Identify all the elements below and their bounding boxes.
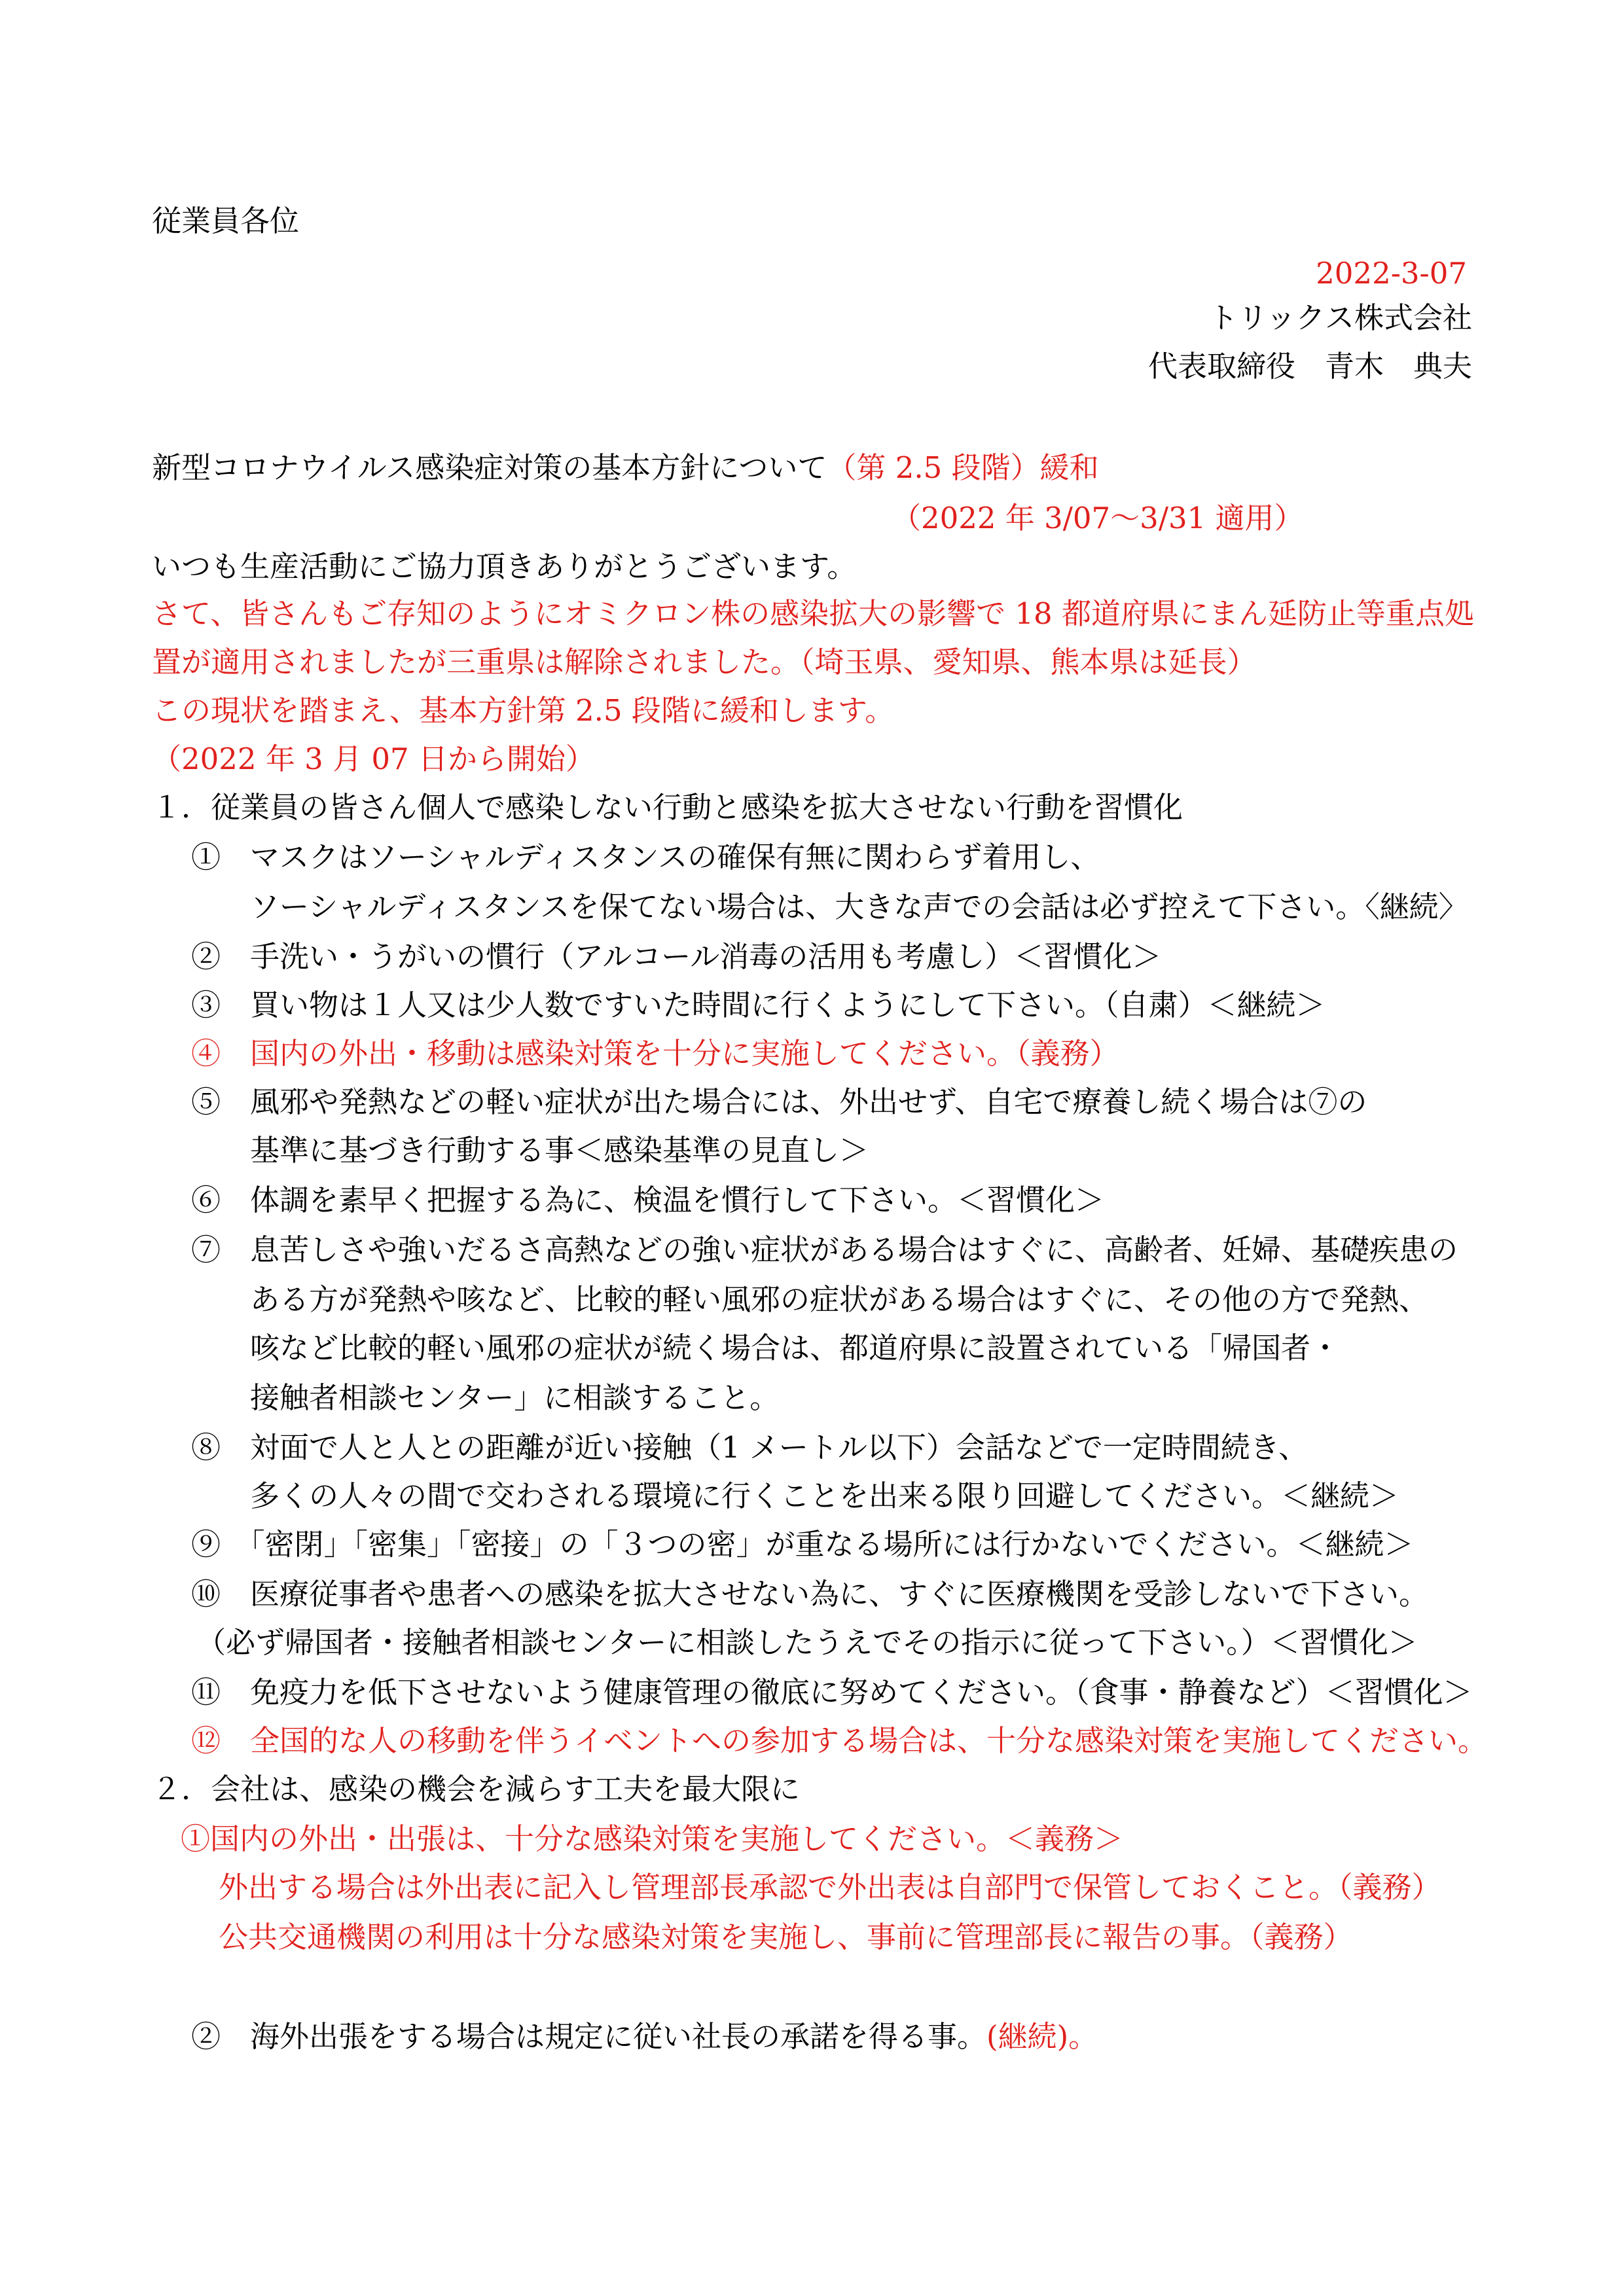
notice-line-1: さて、皆さんもご存知のようにオミクロン株の感染拡大の影響で 18 都道府県にまん延防止等重点処 xyxy=(152,596,1474,631)
section2-item2-main: ② 海外出張をする場合は規定に従い社長の承諾を得る事。 xyxy=(191,2019,987,2054)
section2-item1-line3: 公共交通機関の利用は十分な感染対策を実施し、事前に管理部長に報告の事。（義務） xyxy=(219,1920,1353,1954)
section1-item5-line2: 基準に基づき行動する事＜感染基準の見直し＞ xyxy=(250,1133,869,1168)
section1-item2: ② 手洗い・うがいの慣行（アルコール消毒の活用も考慮し）＜習慣化＞ xyxy=(191,939,1162,974)
greeting: いつも生産活動にご協力頂きありがとうございます。 xyxy=(152,549,857,584)
section1-item7-line2: ある方が発熱や咳など、比較的軽い風邪の症状がある場合はすぐに、その他の方で発熱、 xyxy=(250,1282,1429,1317)
section1-item12: ⑫ 全国的な人の移動を伴うイベントへの参加する場合は、十分な感染対策を実施してください。 xyxy=(191,1723,1488,1758)
policy-statement: この現状を踏まえ、基本方針第 2.5 段階に緩和します。 xyxy=(152,693,895,728)
title-main: 新型コロナウイルス感染症対策の基本方針について xyxy=(152,450,827,485)
section1-item10-line2: （必ず帰国者・接触者相談センターに相談したうえでその指示に従って下さい。）＜習慣化＞ xyxy=(196,1625,1418,1660)
addressee: 従業員各位 xyxy=(152,204,300,238)
notice-line-2: 置が適用されましたが三重県は解除されました。（埼玉県、愛知県、熊本県は延長） xyxy=(152,645,1257,679)
section1-item8-line2: 多くの人々の間で交わされる環境に行くことを出来る限り回避してください。＜継続＞ xyxy=(250,1479,1399,1513)
section1-item7-line4: 接触者相談センター」に相談すること。 xyxy=(250,1380,780,1415)
section2-item1-line1: ①国内の外出・出張は、十分な感染対策を実施してください。＜義務＞ xyxy=(181,1821,1124,1856)
company-name: トリックス株式会社 xyxy=(1208,300,1472,335)
section1-item5-line1: ⑤ 風邪や発熱などの軽い症状が出た場合には、外出せず、自宅で療養し続く場合は⑦の xyxy=(191,1085,1367,1119)
section1-item3: ③ 買い物は１人又は少人数ですいた時間に行くようにして下さい。（自粛）＜継続＞ xyxy=(191,988,1326,1022)
section1-item11: ⑪ 免疫力を低下させないよう健康管理の徹底に努めてください。（食事・静養など）＜習慣化＞ xyxy=(191,1675,1473,1710)
section1-item1-line2: ソーシャルディスタンスを保てない場合は、大きな声での会話は必ず控えて下さい。〈継続〉 xyxy=(250,889,1468,924)
section2-heading: ２．会社は、感染の機会を減らす工夫を最大限に xyxy=(152,1772,801,1806)
representative-name: 代表取締役 青木 典夫 xyxy=(1147,349,1472,384)
section1-item6: ⑥ 体調を素早く把握する為に、検温を慣行して下さい。＜習慣化＞ xyxy=(191,1183,1105,1217)
section1-item7-line1: ⑦ 息苦しさや強いだるさ高熱などの強い症状がある場合はすぐに、高齢者、妊婦、基礎疾患の xyxy=(191,1232,1458,1267)
start-date: （2022 年 3 月 07 日から開始） xyxy=(152,742,595,776)
section1-item4: ④ 国内の外出・移動は感染対策を十分に実施してください。（義務） xyxy=(191,1036,1119,1071)
document-title xyxy=(152,448,1099,488)
section1-item10-line1: ⑩ 医療従事者や患者への感染を拡大させない為に、すぐに医療機関を受診しないで下さい。 xyxy=(191,1577,1429,1611)
section2-item1-line2: 外出する場合は外出表に記入し管理部長承認で外出表は自部門で保管しておくこと。（義務） xyxy=(219,1870,1441,1905)
section2-item2 xyxy=(191,2017,1098,2056)
section1-item7-line3: 咳など比較的軽い風邪の症状が続く場合は、都道府県に設置されている「帰国者・ xyxy=(250,1331,1341,1365)
title-period: （2022 年 3/07～3/31 適用） xyxy=(892,501,1304,535)
title-stage: （第 2.5 段階）緩和 xyxy=(827,450,1099,485)
section1-item8-line1: ⑧ 対面で人と人との距離が近い接触（1 メートル以下）会話などで一定時間続き、 xyxy=(191,1430,1308,1465)
section1-item1-line1: ① マスクはソーシャルディスタンスの確保有無に関わらず着用し、 xyxy=(191,840,1100,874)
section1-item9: ⑨ 「密閉」「密集」「密接」の「３つの密」が重なる場所には行かないでください。＜継続＞ xyxy=(191,1527,1414,1562)
section2-item2-status: (継続)。 xyxy=(986,2019,1098,2054)
document-date: 2022-3-07 xyxy=(1316,256,1467,291)
section1-heading: １．従業員の皆さん個人で感染しない行動と感染を拡大させない行動を習慣化 xyxy=(152,790,1183,825)
